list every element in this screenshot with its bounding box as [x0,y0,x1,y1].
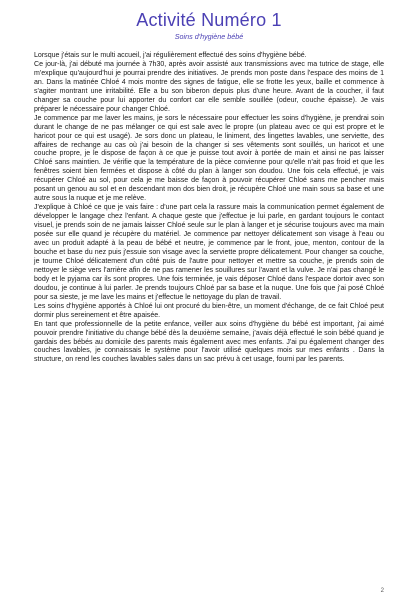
paragraph-reflection: En tant que professionnelle de la petite enfance, veiller aux soins d'hygiène du bébé est important, j'ai aimé pouvoir prendre l'initiative du change bébé dès la deuxième semaine, j'avais déjà effectué le soin bébé quand je gardais des bébés au domicile des parents mais également avec mes enfants. J'ai pu également changer des couches lavables, je connaissais le système pour l'avoir utilisé quelques mois sur mes enfants . Dans la structure, on rend les couches lavables sales dans un sac prévu à cet usage, fourni par les parents. [34,320,384,364]
paragraph-context: Ce jour-là, j'ai débuté ma journée à 7h30, après avoir assisté aux transmissions avec ma tutrice de stage, elle m'explique qu'aujourd'hui je pourrai prendre des initiatives. Je prends mon poste dans l'espace des moins de 1 an. Dans la matinée Chloé 4 mois montre des signes de fatigue, elle se frotte les yeux, baille et commence à s'agiter montrant une irritabilité. Elle a bu son biberon depuis plus d'une heure. Avant de la coucher, il faut changer sa couche pour lui apporter du confort car elle semble souillée (odeur, couche épaisse). Je vais préparer le nécessaire pour changer Chloé. [34,60,384,113]
page-title: Activité Numéro 1 [136,10,282,30]
paragraph-intro: Lorsque j'étais sur le multi accueil, j'ai régulièrement effectué des soins d'hygiène bébé. [34,52,307,59]
page-subtitle: Soins d'hygiène bébé [174,32,244,41]
paragraph-preparation: Je commence par me laver les mains, je sors le nécessaire pour effectuer les soins d'hygiène, je prendrai soin durant le change de ne pas mélanger ce qui est sale avec le propre (un plateau avec ce qui est propre et le haricot pour ce qui est usagé). Je sors donc un plateau, le liniment, des lingettes lavables, une serviette, des affaires de rechange au cas où j'ai besoin de la changer si ses vêtements sont souillés, un haricot et une couche propre, je le dispose de façon à ce que je puisse tout avoir à portée de main et ainsi ne pas laisser Chloé sans maintien. Je vérifie que la température de la pièce convienne pour qu'elle n'ait pas froid et que les fenêtres soient bien fermées et dispose à côté du plan à langer son doudou. Une fois cela effectué, je vais récupérer Chloé au sol, pour cela je me baisse de façon à pouvoir récupérer Chloé sans me pencher mais posant un genou au sol et en descendant mon dos bien droit, je récupère Chloé une main sous sa base et une autre sous la nuque et je me relève. [34,114,384,203]
document-body [34,52,384,365]
paragraph-result: Les soins d'hygiène apportés à Chloé lui ont procuré du bien-être, un moment d'échange, de ce fait Chloé peut dormir plus sereinement et être apaisée. [34,302,384,319]
page-number: 2 [380,588,384,594]
paragraph-care: J'explique à Chloé ce que je vais faire : d'une part cela la rassure mais la communication permet également de développer le langage chez l'enfant. A chaque geste que j'effectue je lui parle, en gardant toujours le contact visuel, je prends soin de ne jamais laisser Chloé seule sur le plan à langer et je sécurise toujours avec ma main posée sur elle quand je récupère du matériel. Je commence par nettoyer délicatement son visage à l'eau ou avec un produit adapté à la peau de bébé et neutre, je commence par le front, joue, menton, contour de la bouche et base du nez puis j'essuie son visage avec la serviette propre délicatement. Pour changer sa couche, je tourne Chloé délicatement d'un côté puis de l'autre pour nettoyer et mettre sa couche, je prends soin de nettoyer le siège vers l'arrière afin de ne pas ramener les souillures sur l'avant et la vulve. Je n'ai pas changé le body et le pyjama car ils sont propres. Une fois terminée, je vais déposer Chloé dans l'espace dortoir avec son doudou, je continue à lui parler. Je prends toujours Chloé par sa base et la nuque. Une fois que j'ai posé Chloé pour sa sieste, je me lave les mains et j'effectue le nettoyage du plan de travail. [34,204,384,301]
